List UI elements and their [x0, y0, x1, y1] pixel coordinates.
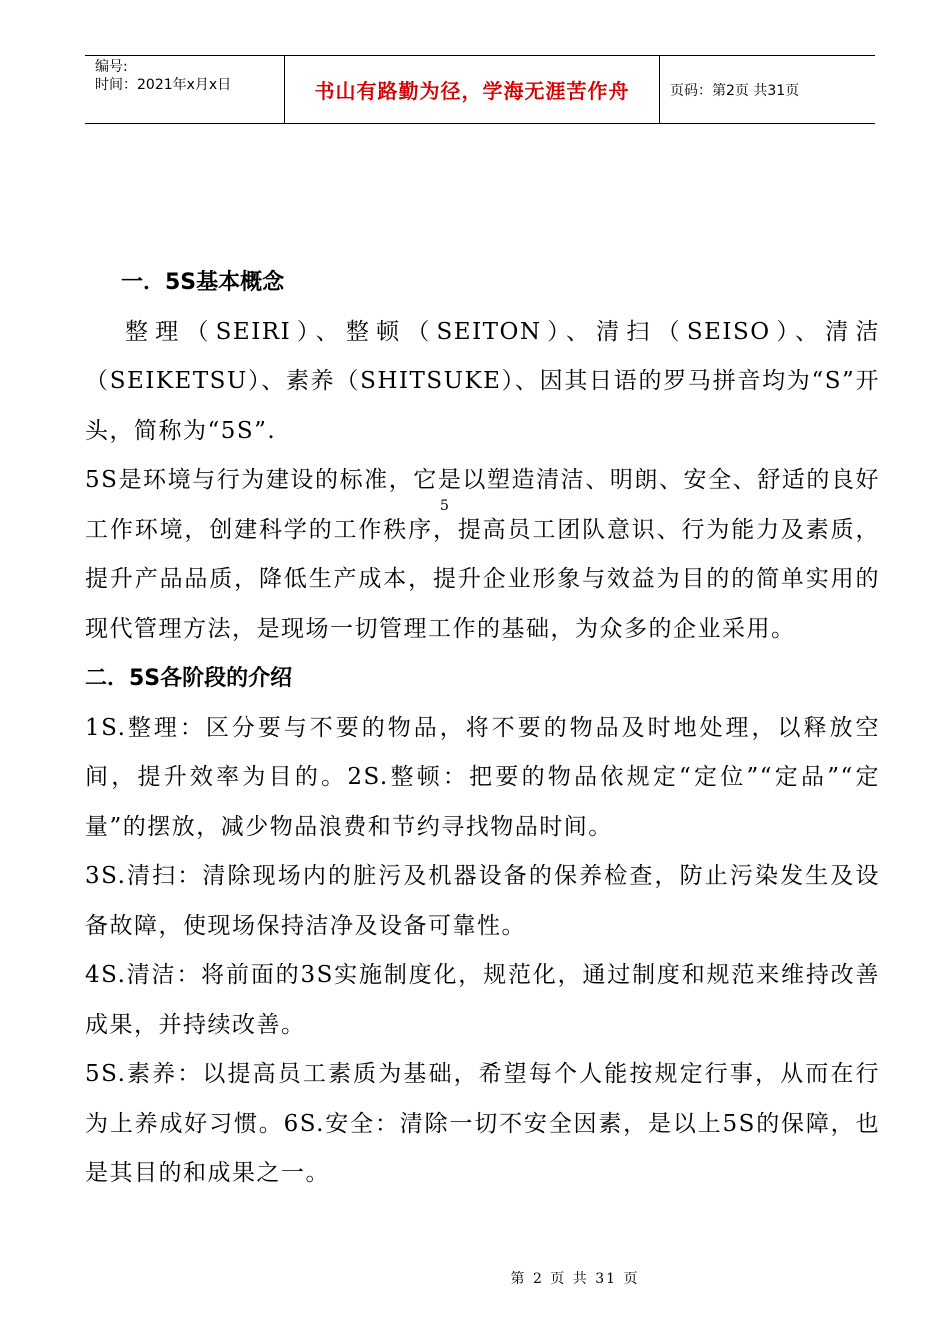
header-meta: [85, 56, 285, 123]
paragraph-3s: 3S.清扫：清除现场内的脏污及机器设备的保养检查，防止污染发生及设备故障，使现场保持洁净及设备可靠性。: [85, 863, 880, 939]
number-label: 编号:: [95, 59, 128, 75]
paragraph-4s: 4S.清洁：将前面的3S实施制度化，规范化，通过制度和规范来维持改善成果，并持续改善。: [85, 962, 880, 1038]
paragraph-5s-purpose: 5S是环境与行为建设的标准，它是以塑造清洁、明朗、安全、舒适的良好工作环境，创建科学的工作秩序，提高员工团队意识、行为能力及素质，提升产品品质，降低生产成本，提升企业形象与效益为目的的简单实用的现代管理方法，是现场一切管理工作的基础，为众多的企业采用。: [85, 467, 880, 642]
section-heading-2: 二．5S各阶段的介绍: [85, 666, 293, 691]
section-heading-1: 一．5S基本概念: [121, 270, 285, 295]
header-motto: 书山有路勤为径，学海无涯苦作舟: [285, 56, 660, 123]
page-header: [85, 55, 875, 124]
time-label: 时间：2021年x月x日: [95, 77, 232, 93]
footer-page-number: 第 2 页 共 31 页: [510, 1271, 640, 1287]
paragraph-5s-6s: 5S.素养：以提高员工素质为基础，希望每个人能按规定行事，从而在行为上养成好习惯。6S.安全：清除一切不安全因素，是以上5S的保障，也是其目的和成果之一。: [85, 1061, 880, 1186]
header-page-info: 页码：第2页 共31页: [670, 82, 800, 99]
paragraph-1s-2s: 1S.整理：区分要与不要的物品，将不要的物品及时地处理，以释放空间，提升效率为目的。2S.整顿：把要的物品依规定“定位”“定品”“定量”的摆放，减少物品浪费和节约寻找物品时间。: [85, 714, 880, 840]
footnote-marker: 5: [440, 498, 449, 514]
paragraph-5s-definition: 整理（SEIRI）、整顿（SEITON）、清扫（SEISO）、清洁（SEIKETSU）、素养（SHITSUKE）、因其日语的罗马拼音均为“S”开头，简称为“5S”.: [85, 318, 880, 444]
page-footer: [0, 1268, 950, 1288]
document-body: [85, 258, 880, 1199]
